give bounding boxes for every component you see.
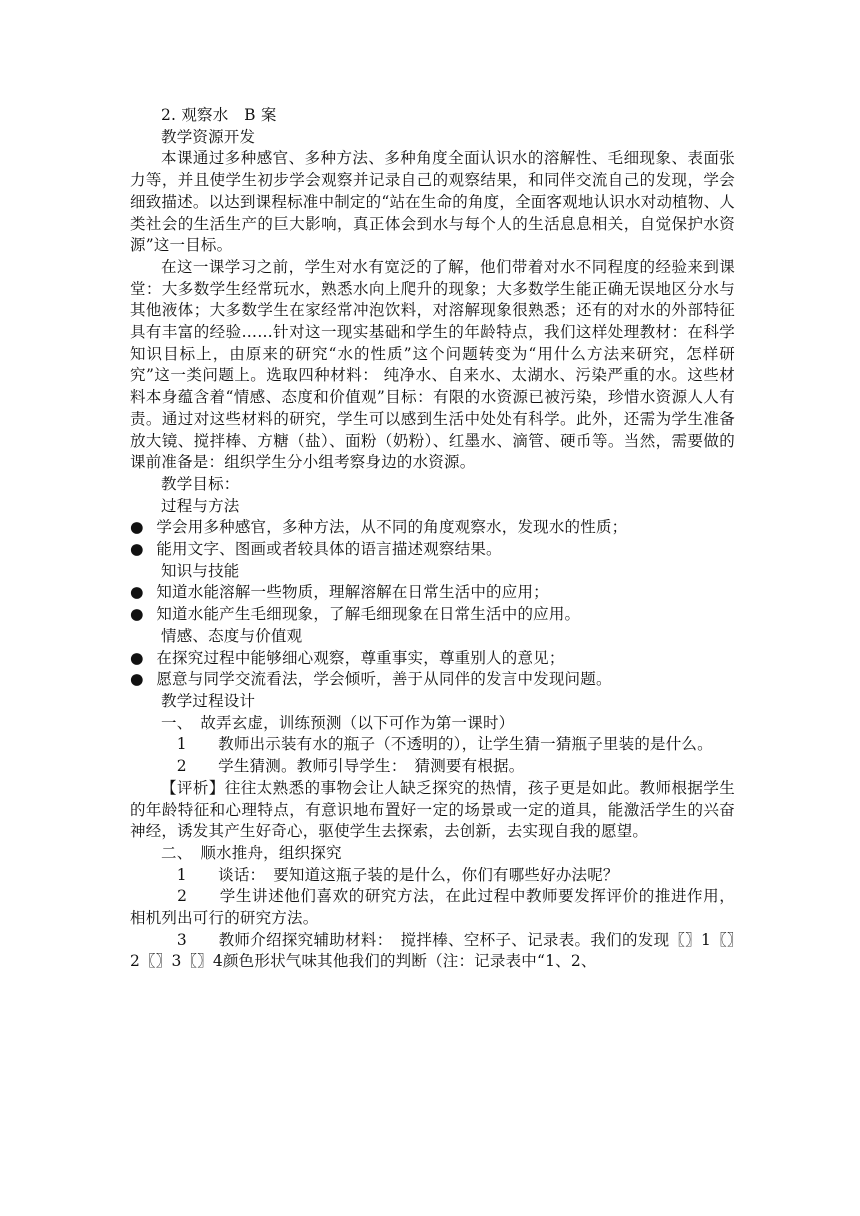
goal-group-title: 过程与方法 [161,496,240,515]
goal-item [130,517,735,539]
resource-paragraph-2: 在这一课学习之前，学生对水有宽泛的了解，他们带着对水不同程度的经验来到课堂：大多数学生经常玩水，熟悉水向上爬升的现象；大多数学生能正确无误地区分水与其他液体；大多数学生在家经常冲泡饮料，对溶解现象很熟悉；还有的对水的外部特征具有丰富的经验……针对这一现实基础和学生的年龄特点，我们这样处理教材：在科学知识目标上，由原来的研究“水的性质”这个问题转变为“用什么方法来研究，怎样研究”这一类问题上。选取四种材料： 纯净水、自来水、太湖水、污染严重的水。这些材料本身蕴含着“情感、态度和价值观”目标：有限的水资源已被污染，珍惜水资源人人有责。通过对这些材料的研究，学生可以感到生活中处处有科学。此外，还需为学生准备放大镜、搅拌棒、方糖（盐）、面粉（奶粉）、红墨水、滴管、硬币等。当然，需要做的课前准备是：组织学生分小组考察身边的水资源。 [130,257,735,472]
bullet-icon: ● [130,540,144,559]
part1-step-1: 1 教师出示装有水的瓶子（不透明的），让学生猜一猜瓶子里装的是什么。 [161,735,713,754]
goal-group-title: 情感、态度与价值观 [161,626,303,645]
bullet-icon: ● [130,605,144,624]
part1-step-2: 2 学生猜测。教师引导学生： 猜测要有根据。 [161,757,525,776]
part2-step-2: 2 学生讲述他们喜欢的研究方法，在此过程中教师要发挥评价的推进作用，相机列出可行的研究方法。 [130,887,735,928]
section-process-heading: 教学过程设计 [161,691,256,710]
resource-paragraph-1: 本课通过多种感官、多种方法、多种角度全面认识水的溶解性、毛细现象、表面张力等，并且使学生初步学会观察并记录自己的观察结果，和同伴交流自己的发现，学会细致描述。以达到课程标准中制定的“站在生命的角度，全面客观地认识水对动植物、人类社会的生活生产的巨大影响，真正体会到水与每个人的生活息息相关，自觉保护水资源”这一目标。 [130,149,735,255]
document-page [130,105,735,973]
bullet-icon: ● [130,670,144,689]
lesson-heading: 2. 观察水 B 案 [161,106,277,124]
goal-group-title: 知识与技能 [161,561,240,580]
section-goals-heading: 教学目标： [161,474,240,493]
goal-item-text: 知道水能溶解一些物质，理解溶解在日常生活中的应用； [156,583,549,602]
part2-title: 二、 顺水推舟，组织探究 [161,843,342,862]
bullet-icon: ● [130,648,144,667]
goal-item-text: 学会用多种感官，多种方法，从不同的角度观察水，发现水的性质； [156,518,628,537]
goal-item [130,648,735,670]
part1-title: 一、 故弄玄虚，训练预测（以下可作为第一课时） [161,713,515,732]
goal-item-text: 能用文字、图画或者较具体的语言描述观察结果。 [156,540,502,559]
goal-item [130,582,735,604]
bullet-icon: ● [130,518,144,537]
comment-paragraph: 【评析】往往太熟悉的事物会让人缺乏探究的热情，孩子更是如此。教师根据学生的年龄特征和心理特点，有意识地布置好一定的场景或一定的道具，能激活学生的兴奋神经，诱发其产生好奇心，驱使学生去探索，去创新，去实现自我的愿望。 [130,778,735,841]
goal-item [130,604,735,626]
goal-item [130,669,735,691]
bullet-icon: ● [130,583,144,602]
section-resource-heading: 教学资源开发 [161,127,256,146]
goal-item [130,539,735,561]
goal-item-text: 在探究过程中能够细心观察，尊重事实，尊重别人的意见； [156,648,565,667]
goal-item-text: 知道水能产生毛细现象，了解毛细现象在日常生活中的应用。 [156,605,581,624]
part2-step-1: 1 谈话： 要知道这瓶子装的是什么，你们有哪些好办法呢？ [161,865,619,884]
goal-item-text: 愿意与同学交流看法，学会倾听，善于从同伴的发言中发现问题。 [156,670,612,689]
part2-step-3: 3 教师介绍探究辅助材料： 搅拌棒、空杯子、记录表。我们的发现〖〗1〖〗2〖〗3〖〗4颜色形状气味其他我们的判断（注：记录表中“1、2、 [130,930,735,971]
